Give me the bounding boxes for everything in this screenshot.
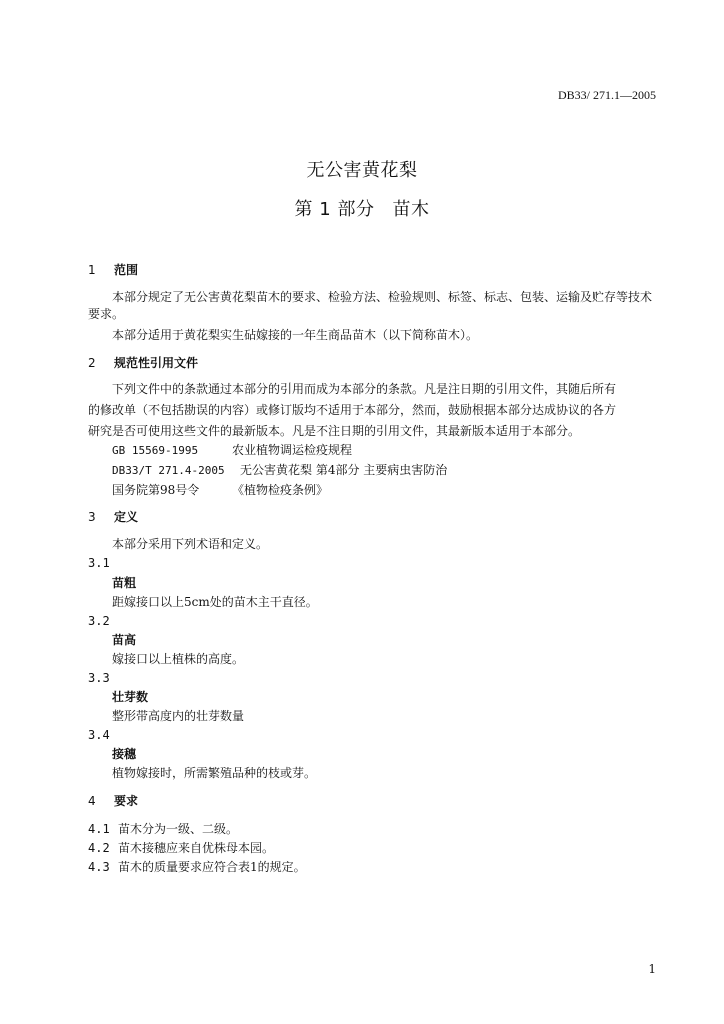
requirement-number: 4.3	[88, 860, 110, 874]
section-number: 4	[88, 794, 96, 808]
requirement-text: 苗木接穗应来自优株母本园。	[118, 841, 275, 855]
term-definition: 整形带高度内的壮芽数量	[112, 709, 245, 723]
document-title: 无公害黄花梨	[306, 160, 418, 181]
section-number: 3	[88, 510, 96, 524]
section-number: 1	[88, 263, 96, 277]
paragraph-line: 下列文件中的条款通过本部分的引用而成为本部分的条款。凡是注日期的引用文件，其随后所有	[112, 382, 617, 396]
section-3-heading	[88, 509, 138, 525]
reference-code: DB33/T 271.4-2005	[112, 464, 225, 477]
requirement-text: 苗木分为一级、二级。	[118, 822, 239, 836]
term-name: 苗高	[112, 633, 137, 647]
requirement-item	[88, 821, 238, 837]
requirement-number: 4.1	[88, 822, 110, 836]
paragraph-line: 要求。	[88, 307, 125, 321]
term-definition: 嫁接口以上植株的高度。	[112, 652, 245, 666]
page-number: 1	[648, 962, 656, 976]
section-2-heading	[88, 355, 198, 371]
requirement-number: 4.2	[88, 841, 110, 855]
term-name: 壮芽数	[112, 690, 149, 704]
requirement-item	[88, 840, 274, 856]
term-name: 苗粗	[112, 576, 137, 590]
section-4-heading	[88, 793, 138, 809]
reference-item	[112, 462, 447, 479]
reference-code: 国务院第98号令	[112, 483, 200, 497]
reference-title: 《植物检疫条例》	[232, 483, 329, 497]
subtitle-name: 苗木	[392, 199, 430, 220]
reference-title: 无公害黄花梨 第4部分 主要病虫害防治	[240, 463, 448, 477]
document-subtitle	[0, 195, 724, 221]
requirement-item	[88, 859, 306, 875]
paragraph-line: 本部分规定了无公害黄花梨苗木的要求、检验方法、检验规则、标签、标志、包装、运输及贮存等技术	[112, 290, 653, 304]
section-title: 范围	[114, 263, 139, 277]
paragraph-line: 本部分采用下列术语和定义。	[112, 537, 269, 551]
section-title: 要求	[114, 794, 139, 808]
term-number: 3.1	[88, 556, 110, 570]
paragraph-line: 本部分适用于黄花梨实生砧嫁接的一年生商品苗木（以下简称苗木）。	[112, 328, 479, 342]
paragraph-line: 研究是否可使用这些文件的最新版本。凡是不注日期的引用文件，其最新版本适用于本部分。	[88, 424, 581, 438]
reference-code: GB 15569-1995	[112, 444, 199, 457]
subtitle-part: 第 1 部分	[294, 199, 375, 220]
term-definition: 植物嫁接时，所需繁殖品种的枝或芽。	[112, 766, 317, 780]
term-number: 3.3	[88, 671, 110, 685]
paragraph-line: 的修改单（不包括勘误的内容）或修订版均不适用于本部分，然而，鼓励根据本部分达成协议的各方	[88, 403, 617, 417]
section-1-heading	[88, 262, 138, 278]
section-title: 定义	[114, 510, 139, 524]
term-name: 接穗	[112, 747, 137, 761]
reference-item	[112, 442, 352, 459]
section-number: 2	[88, 356, 96, 370]
requirement-text: 苗木的质量要求应符合表1的规定。	[118, 860, 306, 874]
reference-item	[112, 482, 328, 498]
term-number: 3.2	[88, 614, 110, 628]
standard-code: DB33/ 271.1—2005	[557, 88, 656, 102]
term-definition: 距嫁接口以上5cm处的苗木主干直径。	[112, 595, 318, 609]
section-title: 规范性引用文件	[114, 356, 199, 370]
reference-title: 农业植物调运检疫规程	[232, 443, 353, 457]
term-number: 3.4	[88, 728, 110, 742]
